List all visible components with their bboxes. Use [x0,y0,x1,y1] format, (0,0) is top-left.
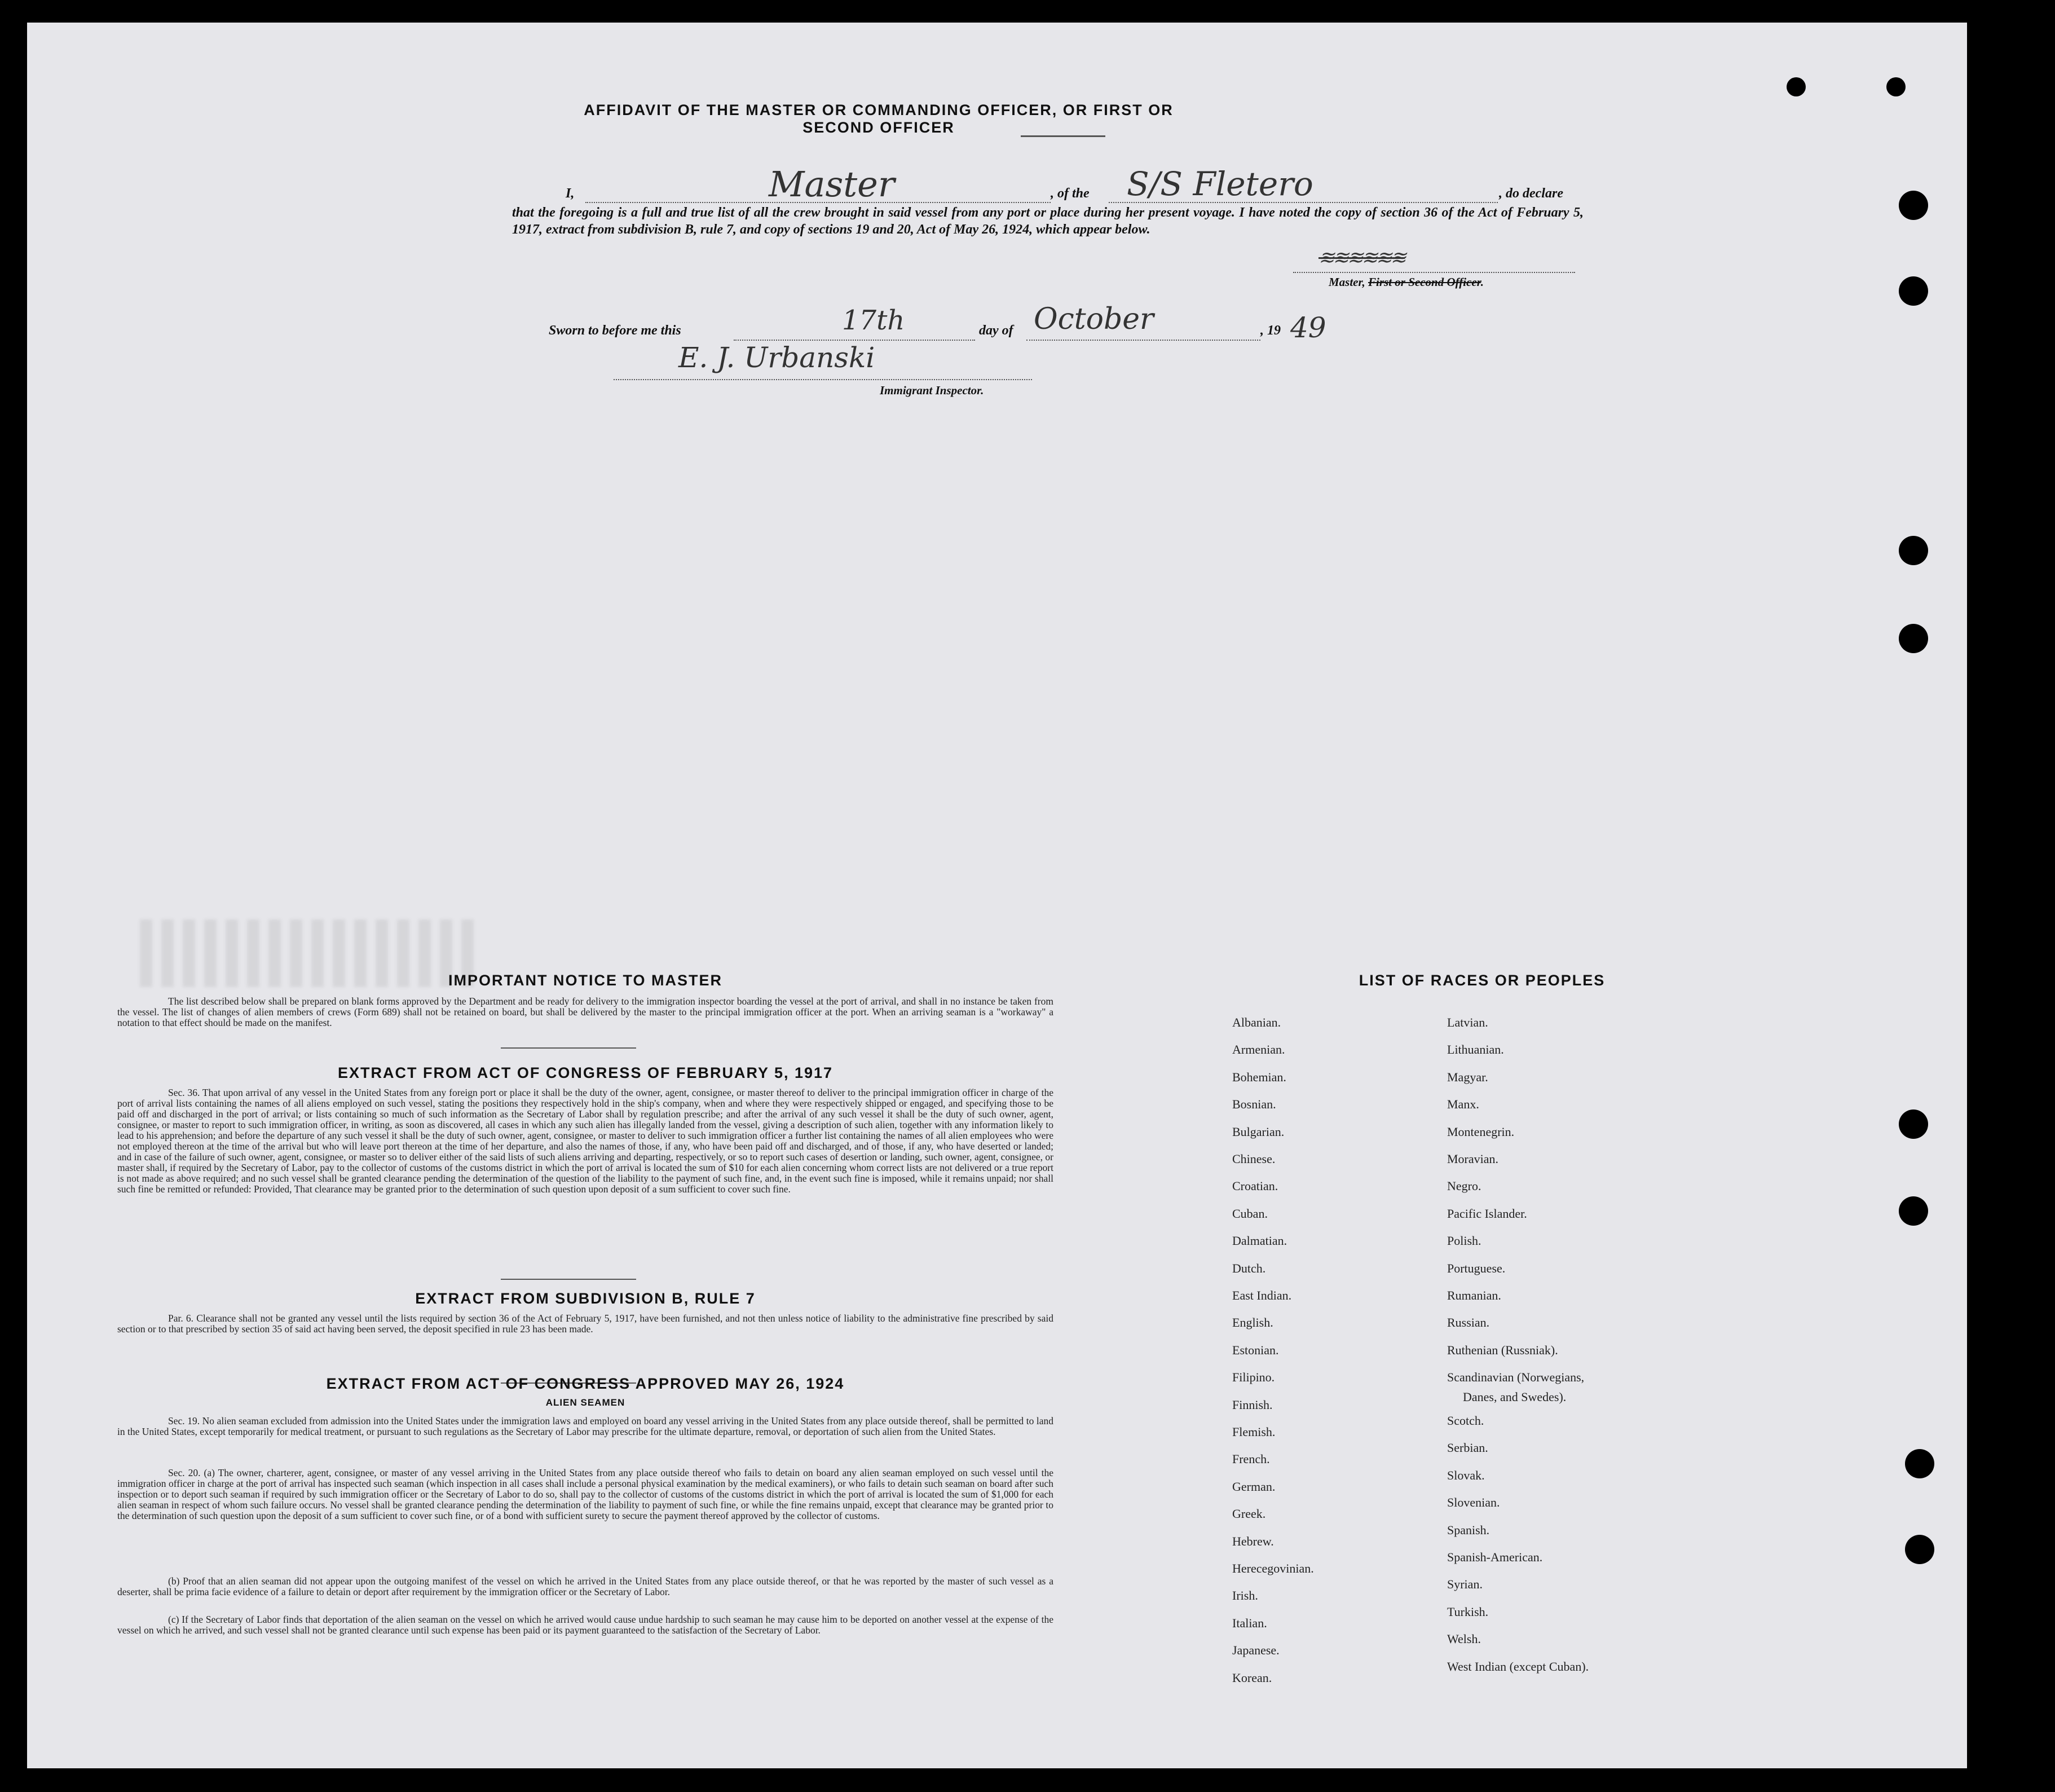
race-list-item: Chinese. [1232,1152,1276,1166]
race-list-item: Turkish. [1447,1604,1489,1619]
alien-seamen-subtitle: ALIEN SEAMEN [545,1397,625,1408]
inspector-label: Immigrant Inspector. [880,384,984,397]
affidavit-body: that the foregoing is a full and true list of all the crew brought in said vessel from any port or place during her present voyage. I have noted the copy of section 36 of the Act of February 5, 1917, extract from subdivision B, rule 7, and copy of sections 19 and 20, Act of May 26, 1924, which appear below. [512,205,1584,237]
race-list-item: Korean. [1232,1670,1272,1685]
race-list-item: French. [1232,1452,1270,1467]
struck-officer-label: First or Second Officer [1368,275,1481,289]
sec20a-text: Sec. 20. (a) The owner, charterer, agent, consignee, or master of any vessel arriving in the United States from any place outside thereof who fails to detain on board any alien seaman employed on such vessel until the immigration officer in charge at the port of arrival has inspected such seaman (which inspection in all cases shall include a personal physical examination by the medical examiners), or who fails to detain such seaman on board after such inspection or to deport such seaman if required by such immigration officer or the Secretary of Labor to do so, shall pay to the collector of customs of the customs district in which the port of arrival is located the sum of $1,000 for each alien seaman in respect of whom such failure occurs. No vessel shall be granted clearance pending the determination of the liability to payment of such fine, or while the fine remains unpaid, except that clearance may be granted prior to the determination of such question upon the deposit of a sum sufficient to cover such fine, or of a bond with sufficient surety to secure the payment thereof approved by the collector of customs. [117,1467,1053,1521]
race-list-item: Russian. [1447,1315,1490,1330]
race-list-item: Slovenian. [1447,1495,1500,1510]
race-list-item: Pacific Islander. [1447,1206,1527,1221]
punch-hole [1899,1109,1928,1139]
race-list-item: Filipino. [1232,1370,1275,1385]
race-list-item: East Indian. [1232,1288,1292,1302]
punch-hole [1899,1196,1928,1226]
extract-1917-title: EXTRACT FROM ACT OF CONGRESS OF FEBRUARY 5, 1917 [337,1064,834,1081]
race-list-item: German. [1232,1479,1276,1494]
document-sheet [27,23,1967,1768]
month-handwritten: October [1034,302,1154,336]
race-list-item: Hebrew. [1232,1534,1274,1548]
extract-1917-divider [501,1279,636,1280]
race-list-item: Armenian. [1232,1042,1285,1057]
rule7-text: Par. 6. Clearance shall not be granted any vessel until the lists required by section 36 of the Act of February 5, 1917, have been furnished, and not then unless notice of liability to the administrative fine prescribed by said section or to that prescribed by section 35 of said act having been served, the deposit specified in rule 23 has been made. [117,1313,1053,1335]
race-list-item: Syrian. [1447,1577,1483,1592]
sec20c-text: (c) If the Secretary of Labor finds that deportation of the alien seaman on the vessel on which he arrived would cause undue hardship to such seaman he may cause him to be deported on another vessel at the expense of the vessel on which he arrived, and such vessel shall not be granted clearance until such expense has been paid or its payment guaranteed to the satisfaction of the Secretary of Labor. [117,1614,1053,1636]
day-handwritten: 17th [842,305,905,336]
race-list-item: Magyar. [1447,1069,1488,1084]
race-list-item: Spanish-American. [1447,1550,1543,1564]
race-list-item: Herecegovinian. [1232,1561,1314,1575]
race-list-item: Irish. [1232,1588,1258,1603]
punch-hole [1905,1535,1934,1564]
race-list-item: Polish. [1447,1234,1481,1248]
race-list-item: Latvian. [1447,1015,1488,1029]
rule7-title: EXTRACT FROM SUBDIVISION B, RULE 7 [415,1290,756,1307]
race-list-item: Scotch. [1447,1414,1484,1428]
race-list-item: Greek. [1232,1507,1266,1521]
race-list-item: Danes, and Swedes). [1463,1389,1567,1404]
race-list-item: Serbian. [1447,1441,1488,1455]
race-list-item: Japanese. [1232,1643,1280,1658]
master-signature-line [1293,272,1575,273]
punch-hole [1899,536,1928,565]
race-list-item: Ruthenian (Russniak). [1447,1342,1558,1357]
punch-hole [1899,624,1928,653]
races-left-column [1232,1015,1435,1726]
race-list-item: Croatian. [1232,1179,1278,1194]
title-divider [1021,135,1105,137]
race-list-item: Estonian. [1232,1342,1279,1357]
day-field-line [734,340,975,341]
race-list-item: Bohemian. [1232,1069,1286,1084]
extract-1924-title: EXTRACT FROM ACT OF CONGRESS APPROVED MAY 26, 1924 [326,1375,845,1392]
notice-text: The list described below shall be prepared on blank forms approved by the Department and be ready for delivery to the immigration inspector boarding the vessel at the port of arrival, and shall in no instance be taken from the vessel. The list of changes of alien members of crews (Form 689) shall not be retained on board, but shall be delivered by the master to the principal immigration officer at the port. When an arriving seaman is a "workaway" a notation to that effect should be made on the manifest. [117,996,1053,1028]
punch-hole [1886,77,1906,96]
notice-divider [501,1047,636,1049]
inspector-signature: E. J. Urbanski [678,341,875,374]
race-list-item: Dutch. [1232,1261,1266,1275]
year-prefix: , 19 [1260,323,1281,338]
master-name-handwritten: Master [769,164,895,205]
of-the-label: , of the [1051,186,1090,201]
extract-1917-text: Sec. 36. That upon arrival of any vessel in the United States from any foreign port or place it shall be the duty of the owner, agent, consignee, or master thereof to deliver to the principal immigration officer in charge of the port of arrival lists containing the names of all aliens employed on such vessel, stating the positions they respectively hold in the ship's company, when and where they were respectively shipped or engaged, and specifying those to be paid off and discharged in the port of arrival; or lists containing so much of such information as the Secretary of Labor shall by regulation prescribe; and after the arrival of any such vessel it shall be the duty of such owner, agent, consignee, or master to report to such immigration officer, in writing, as soon as discovered, all cases in which any such alien has illegally landed from the vessel, giving a description of such alien, together with any information likely to lead to his apprehension; and before the departure of any such vessel it shall be the duty of such owner, agent, consignee, or master to deliver to such immigration officer a further list containing the names of all alien employees who were not employed thereon at the time of the arrival but who will leave port thereon at the time of her departure, and also the names of those, if any, who have been paid off and discharged, and of those, if any, who have deserted or landed; and in case of the failure of such owner, agent, consignee, or master so to deliver either of the said lists of such aliens arriving and departing, respectively, or so to report such cases of desertion or landing, such owner, agent, consignee, or master shall, if required by the Secretary of Labor, pay to the collector of customs of the customs district in which the port of arrival is located the sum of $10 for each alien concerning whom correct lists are not delivered or a true report is not made as above required; and no such vessel shall be granted clearance pending the determination of the question of the liability to the payment of such fine, and, in the event such fine is imposed, while it remains unpaid; nor shall such fine be remitted or refunded: Provided, That clearance may be granted prior to the determination of such question upon deposit of a sum sufficient to cover such fine. [117,1087,1053,1195]
race-list-item: Moravian. [1447,1152,1499,1166]
sec20b-text: (b) Proof that an alien seaman did not appear upon the outgoing manifest of the vessel on which he arrived in the United States from any place outside thereof, or that he was reported by the master of such vessel as a deserter, shall be prima facie evidence of a failure to detain or deport after requirement by the immigration officer or the Secretary of Labor. [117,1575,1053,1597]
races-title: LIST OF RACES OR PEOPLES [1359,972,1606,989]
race-list-item: Scandinavian (Norwegians, [1447,1370,1585,1385]
race-list-item: Flemish. [1232,1425,1276,1439]
race-list-item: Montenegrin. [1447,1124,1515,1139]
month-field-line [1026,340,1260,341]
race-list-item: Dalmatian. [1232,1234,1287,1248]
race-list-item: Portuguese. [1447,1261,1506,1275]
race-list-item: Cuban. [1232,1206,1268,1221]
race-list-item: Bulgarian. [1232,1124,1285,1139]
punch-hole [1905,1449,1934,1478]
race-list-item: Bosnian. [1232,1097,1276,1112]
race-list-item: English. [1232,1315,1273,1330]
race-list-item: Slovak. [1447,1468,1485,1482]
i-label: I, [566,186,575,201]
sec19-text: Sec. 19. No alien seaman excluded from admission into the United States under the immigration laws and employed on board any vessel arriving in the United States from any place outside thereof, shall be permitted to land in the United States, except temporarily for medical treatment, or pursuant to such regulations as the Secretary of Labor may prescribe for the ultimate departure, removal, or deportation of such alien from the United States. [117,1415,1053,1437]
race-list-item: Welsh. [1447,1632,1481,1646]
race-list-item: Negro. [1447,1179,1481,1194]
race-list-item: Spanish. [1447,1522,1490,1537]
vessel-name-handwritten: S/S Fletero [1127,165,1313,203]
race-list-item: Rumanian. [1447,1288,1501,1302]
race-list-item: Albanian. [1232,1015,1281,1029]
notice-title: IMPORTANT NOTICE TO MASTER [448,972,722,989]
affidavit-title: AFFIDAVIT OF THE MASTER OR COMMANDING OFFICER, OR FIRST OR SECOND OFFICER [584,102,1174,136]
punch-hole [1787,77,1806,96]
race-list-item: Manx. [1447,1097,1479,1112]
inspector-signature-line [614,379,1032,380]
race-list-item: Italian. [1232,1615,1267,1630]
master-signature: ≋≋≋≋≋≋ [1318,246,1405,269]
race-list-item: West Indian (except Cuban). [1447,1659,1589,1674]
race-list-item: Finnish. [1232,1397,1273,1412]
races-right-column [1447,1015,1718,1726]
sworn-label: Sworn to before me this [549,323,681,338]
year-handwritten: 49 [1290,311,1326,344]
master-word: Master, [1329,275,1365,289]
do-declare-label: , do declare [1499,186,1563,201]
day-of-label: day of [979,323,1013,338]
punch-hole [1899,191,1928,220]
punch-hole [1899,276,1928,306]
race-list-item: Lithuanian. [1447,1042,1504,1057]
master-label: Master, First or Second Officer. [1329,275,1484,289]
